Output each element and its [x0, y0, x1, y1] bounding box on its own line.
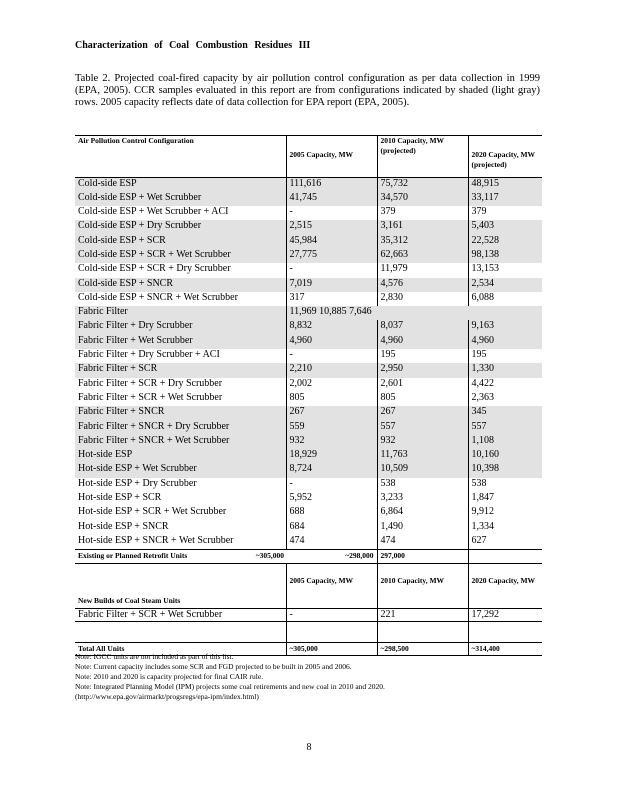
table-row	[75, 363, 542, 377]
existing-2010: 297,000	[377, 549, 468, 563]
row-label: Hot-side ESP + SNCR + Wet Scrubber	[78, 534, 234, 546]
cell-2010: 805	[377, 392, 468, 406]
table-row	[75, 492, 542, 506]
cell-2010: 932	[377, 435, 468, 449]
cell-2005: 2,515	[286, 220, 377, 234]
existing-total-a: ~305,000	[255, 550, 284, 560]
cell-2020: 2,534	[468, 278, 542, 292]
existing-2020	[468, 549, 542, 563]
row-label: Fabric Filter + SCR	[75, 363, 286, 377]
cell-2010: 2,601	[377, 378, 468, 392]
cell-2020: 13,153	[468, 263, 542, 277]
cell-2020: 9,163	[468, 320, 542, 334]
table-row	[75, 349, 542, 363]
table-row	[75, 478, 542, 492]
row-label: Cold-side ESP	[75, 178, 286, 192]
table-row	[75, 320, 542, 334]
table-row	[75, 406, 542, 420]
table-row	[75, 235, 542, 249]
row-label: Hot-side ESP + Dry Scrubber	[78, 477, 197, 489]
cell-2010: 1,490	[377, 521, 468, 535]
table-row	[75, 506, 542, 520]
cell-2020: 10,398	[468, 463, 542, 477]
total-2020: ~314,400	[468, 642, 542, 655]
row-label: Fabric Filter + SNCR	[75, 406, 286, 420]
col-header-2010: 2010 Capacity, MW (projected)	[377, 136, 468, 178]
table-row	[75, 263, 542, 277]
cell-2005: 684	[286, 521, 377, 535]
cell-2005: -	[286, 478, 377, 492]
col-header-2005: 2005 Capacity, MW	[286, 136, 377, 178]
cell-2020: 48,915	[468, 178, 542, 192]
cell-2005: 317	[286, 292, 377, 306]
cell-2010: 62,663	[377, 249, 468, 263]
row-label: Cold-side ESP + Wet Scrubber + ACI	[78, 206, 229, 218]
table-row	[75, 278, 542, 292]
nb-header-2005: 2005 Capacity, MW	[286, 576, 377, 608]
existing-units-row	[75, 549, 542, 563]
cell-2010: 4,576	[377, 278, 468, 292]
cell-2010: 2,830	[377, 292, 468, 306]
cell-2005: 559	[286, 421, 377, 435]
cell-2010: 8,037	[377, 320, 468, 334]
table-row	[75, 392, 542, 406]
page-number: 8	[306, 742, 312, 753]
cell-2005: 7,019	[286, 278, 377, 292]
new-builds-table	[75, 576, 542, 656]
cell-2020: 9,912	[468, 506, 542, 520]
cell-2010: 6,864	[377, 506, 468, 520]
row-label: Fabric Filter	[75, 306, 286, 320]
row-label: Fabric Filter + Wet Scrubber	[75, 335, 286, 349]
row-label: Cold-side ESP + SCR + Wet Scrubber	[75, 249, 286, 263]
cell-2010: 11,979	[377, 263, 468, 277]
cell-2005: 18,929	[286, 449, 377, 463]
table-row	[75, 292, 542, 306]
cell-2005: 805	[286, 392, 377, 406]
cell-2010: 3,233	[377, 492, 468, 506]
row-label: Hot-side ESP	[75, 449, 286, 463]
row-label: Hot-side ESP + Wet Scrubber	[75, 463, 286, 477]
row-label: Fabric Filter + SCR + Dry Scrubber	[78, 377, 223, 389]
cell-2010: 11,763	[377, 449, 468, 463]
cell-2005: 474	[286, 535, 377, 549]
cell-2010: 2,950	[377, 363, 468, 377]
cell-2010: 75,732	[377, 178, 468, 192]
row-label: Cold-side ESP + SCR + Dry Scrubber	[78, 263, 231, 275]
cell-2020: 17,292	[468, 608, 542, 621]
nb-header-2020: 2020 Capacity, MW	[468, 576, 542, 608]
table-row	[75, 435, 542, 449]
cell-2020: 379	[468, 206, 542, 220]
row-label: Hot-side ESP + SNCR	[78, 520, 169, 532]
cell-2020: 1,330	[468, 363, 542, 377]
cell-2005: 267	[286, 406, 377, 420]
row-label: Fabric Filter + SCR + Wet Scrubber	[78, 391, 223, 403]
cell-2005: 5,952	[286, 492, 377, 506]
cell-2020: 195	[468, 349, 542, 363]
cell-2010: 538	[377, 478, 468, 492]
table-row	[75, 249, 542, 263]
row-label: Fabric Filter + SNCR + Dry Scrubber	[75, 421, 286, 435]
spacer-row	[75, 621, 542, 642]
row-label: Cold-side ESP + SNCR	[75, 278, 286, 292]
cell-2005: 4,960	[286, 335, 377, 349]
cell-2020: 1,847	[468, 492, 542, 506]
new-builds-header-row	[75, 576, 542, 608]
row-label: Hot-side ESP + SCR + Wet Scrubber	[78, 506, 227, 518]
cell-2005: -	[286, 206, 377, 220]
cell-2020: 10,160	[468, 449, 542, 463]
cell-2010: 474	[377, 535, 468, 549]
cell-2020: 538	[468, 478, 542, 492]
table-row	[75, 306, 542, 320]
table-row	[75, 521, 542, 535]
existing-label	[75, 549, 286, 563]
capacity-table	[75, 135, 542, 585]
table-row	[75, 335, 542, 349]
existing-label-text: Existing or Planned Retrofit Units	[78, 550, 188, 560]
cell-2005: 932	[286, 435, 377, 449]
new-builds-title: New Builds of Coal Steam Units	[75, 576, 286, 608]
row-label: Cold-side ESP + Wet Scrubber	[75, 192, 286, 206]
cell-2020: 1,334	[468, 521, 542, 535]
cell-2005: -	[286, 263, 377, 277]
row-label: Cold-side ESP + SNCR + Wet Scrubber	[78, 291, 238, 303]
cell-2010: 195	[377, 349, 468, 363]
table-notes	[75, 652, 555, 702]
running-header: Characterization of Coal Combustion Residues III	[75, 40, 311, 51]
cell-2005: -	[286, 608, 377, 621]
cell-2010: 10,509	[377, 463, 468, 477]
cell-2005: 45,984	[286, 235, 377, 249]
row-label: Fabric Filter + SCR + Wet Scrubber	[75, 608, 286, 621]
table-row	[75, 463, 542, 477]
table-row	[75, 192, 542, 206]
cell-2010: 557	[377, 421, 468, 435]
table-row	[75, 535, 542, 549]
cell-2020: 345	[468, 406, 542, 420]
cell-2020: 557	[468, 421, 542, 435]
total-label: Total All Units	[75, 642, 286, 655]
row-label: Cold-side ESP + SCR	[75, 235, 286, 249]
new-builds-row	[75, 608, 542, 621]
col-header-configuration: Air Pollution Control Configuration	[75, 136, 286, 178]
table-row	[75, 421, 542, 435]
cell-2010: 221	[377, 608, 468, 621]
cell-2020: 33,117	[468, 192, 542, 206]
cell-2010: 3,161	[377, 220, 468, 234]
table-row	[75, 449, 542, 463]
note-ipm: Note: Integrated Planning Model (IPM) projects some coal retirements and new coal in 2010 and 2020.	[75, 682, 385, 691]
cell-2010: 379	[377, 206, 468, 220]
existing-2005: ~298,000	[286, 549, 377, 563]
table-header-row	[75, 136, 542, 178]
col-header-2020: 2020 Capacity, MW (projected)	[468, 136, 542, 178]
cell-2005: -	[286, 349, 377, 363]
cell-2010: 35,312	[377, 235, 468, 249]
row-label: Fabric Filter + Dry Scrubber + ACI	[78, 349, 220, 361]
cell-2005: 8,832	[286, 320, 377, 334]
cell-2005: 111,616	[286, 178, 377, 192]
row-label: Fabric Filter + Dry Scrubber	[75, 320, 286, 334]
note-igcc: Note: IGCC units are not included as part of this list.	[75, 652, 234, 661]
cell-2010: 4,960	[377, 335, 468, 349]
cell-2005: 27,775	[286, 249, 377, 263]
table-row	[75, 378, 542, 392]
cell-2010: 267	[377, 406, 468, 420]
nb-header-2010: 2010 Capacity, MW	[377, 576, 468, 608]
note-url: (http://www.epa.gov/airmarkt/progsregs/epa-ipm/index.html)	[75, 692, 259, 701]
cell-2020: 6,088	[468, 292, 542, 306]
total-2010: ~298,500	[377, 642, 468, 655]
row-label: Cold-side ESP + Dry Scrubber	[75, 220, 286, 234]
table-row	[75, 220, 542, 234]
total-2005: ~305,000	[286, 642, 377, 655]
note-cair: Note: 2010 and 2020 is capacity projected for final CAIR rule.	[75, 672, 264, 681]
cell-2020: 627	[468, 535, 542, 549]
cell-2005: 8,724	[286, 463, 377, 477]
cell-2005: 41,745	[286, 192, 377, 206]
table-row	[75, 206, 542, 220]
cell-2005: 11,969 10,885 7,646	[286, 306, 542, 320]
cell-2020: 4,422	[468, 378, 542, 392]
cell-2020: 2,363	[468, 392, 542, 406]
cell-2005: 2,002	[286, 378, 377, 392]
cell-2010: 34,570	[377, 192, 468, 206]
row-label: Hot-side ESP + SCR	[78, 492, 162, 504]
cell-2020: 4,960	[468, 335, 542, 349]
row-label: Fabric Filter + SNCR + Wet Scrubber	[75, 435, 286, 449]
cell-2020: 98,138	[468, 249, 542, 263]
table-row	[75, 178, 542, 192]
table-caption: Table 2. Projected coal-fired capacity by air pollution control configuration as per data collection in 1999 (EPA, 2005). CCR samples evaluated in this report are from configurations indicated by shaded (light gray) rows. 2005 capacity reflects date of data collection for EPA report (EPA, 2005).	[75, 73, 540, 108]
cell-2005: 688	[286, 506, 377, 520]
cell-2020: 5,403	[468, 220, 542, 234]
cell-2020: 22,528	[468, 235, 542, 249]
note-current-capacity: Note: Current capacity includes some SCR and FGD projected to be built in 2005 and 2006.	[75, 662, 352, 671]
cell-2020: 1,108	[468, 435, 542, 449]
cell-2005: 2,210	[286, 363, 377, 377]
